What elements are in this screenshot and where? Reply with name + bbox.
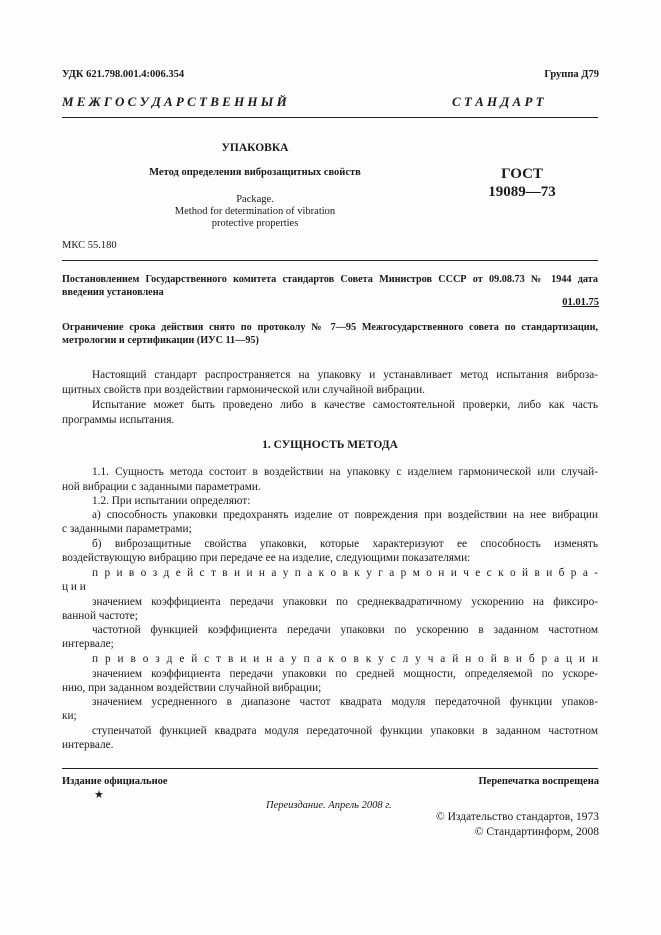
official-edition: Издание официальное [62, 776, 168, 787]
intro-p1-line1: Настоящий стандарт распространяется на упаковку и устанавливает метод испытания виброза- [92, 369, 598, 381]
standard-title: УПАКОВКА [221, 142, 289, 154]
udk-code: УДК 621.798.001.4:006.354 [62, 69, 185, 80]
restriction-line1: Ограничение срока действия снято по протоколу № 7—95 Межгосударственного совета по стандартизации, [62, 322, 598, 333]
english-title-line3: protective properties [211, 218, 299, 229]
interstate-word: М Е Ж Г О С У Д А Р С Т В Е Н Н Ы Й [62, 94, 287, 109]
reissue-note: Переиздание. Апрель 2008 г. [266, 800, 392, 811]
mks-code: МКС 55.180 [62, 240, 117, 251]
random-item3-line2: интервале. [62, 739, 114, 751]
gost-label: ГОСТ [501, 166, 543, 182]
item-b-line1: б) виброзащитные свойства упаковки, которые характеризуют ее способность изменять [92, 538, 598, 550]
decree-line2: введения установлена [62, 287, 164, 298]
intro-p2-line2: программы испытания. [62, 414, 175, 426]
random-item2-line1: значением усредненного в диапазоне частот квадрата модуля передаточной функции упаков- [92, 696, 598, 708]
random-item2-line2: ки; [62, 710, 77, 722]
p11-line1: 1.1. Сущность метода состоит в воздействии на упаковку с изделием гармонической или случай- [92, 466, 598, 478]
harmonic-heading-line2: ц и и [62, 581, 86, 593]
copyright-2008: © Стандартинформ, 2008 [474, 826, 599, 838]
intro-p1-line2: щитных свойств при воздействии гармонической или случайной вибрации. [62, 384, 425, 396]
gost-number: 19089—73 [488, 184, 556, 200]
harmonic-item2-line1: частотной функцией коэффициента передачи упаковки по ускорению в заданном частотном [92, 624, 598, 636]
copyright-1973: © Издательство стандартов, 1973 [435, 811, 599, 823]
section-heading: 1. СУЩНОСТЬ МЕТОДА [262, 439, 398, 451]
effective-date: 01.01.75 [562, 297, 599, 308]
reprint-prohibited: Перепечатка воспрещена [478, 776, 599, 787]
standard-word: С Т А Н Д А Р Т [452, 94, 544, 109]
harmonic-heading-line1: п р и в о з д е й с т в и и н а у п а к о в к у г а р м о н и ч е с к о й в и б р а - [92, 567, 598, 579]
english-title-line2: Method for determination of vibration [174, 206, 336, 217]
english-title-line1: Package. [236, 194, 274, 205]
standard-subtitle: Метод определения виброзащитных свойств [149, 167, 361, 178]
harmonic-item1-line1: значением коэффициента передачи упаковки по среднеквадратичному ускорению на фиксиро- [92, 596, 598, 608]
title-rule [62, 260, 598, 261]
harmonic-item1-line2: ванной частоте; [62, 610, 138, 622]
footer-rule [62, 768, 598, 769]
item-a-line1: а) способность упаковки предохранять изделие от повреждения при воздействии на нее вибрации [92, 509, 598, 521]
restriction-line2: метрологии и сертификации (ИУС 11—95) [62, 335, 259, 346]
random-item3-line1: ступенчатой функцией квадрата модуля передаточной функции упаковки в заданном частотном [92, 725, 598, 737]
harmonic-item2-line2: интервале; [62, 638, 114, 650]
intro-p2-line1: Испытание может быть проведено либо в качестве самостоятельной проверки, либо как часть [92, 399, 598, 411]
random-item1-line1: значением коэффициента передачи упаковки по средней мощности, определяемой по ускоре- [92, 668, 598, 680]
random-item1-line2: нию, при заданном воздействии случайной вибрации; [62, 682, 322, 694]
item-b-line2: воздействующую вибрацию при передаче ее на изделие, следующими показателями: [62, 552, 471, 564]
item-a-line2: с заданными параметрами; [62, 523, 192, 535]
p11-line2: ной вибрации с заданными параметрами. [62, 481, 261, 493]
header-rule [62, 117, 598, 118]
random-heading: п р и в о з д е й с т в и и н а у п а к о в к у с л у ч а й н о й в и б р а ц и и [92, 653, 598, 665]
p12: 1.2. При испытании определяют: [92, 495, 251, 507]
decree-line1: Постановлением Государственного комитета стандартов Совета Министров СССР от 09.08.73 № 1944 дата [62, 274, 598, 285]
group-code: Группа Д79 [544, 69, 599, 80]
star-icon: ★ [94, 789, 104, 801]
